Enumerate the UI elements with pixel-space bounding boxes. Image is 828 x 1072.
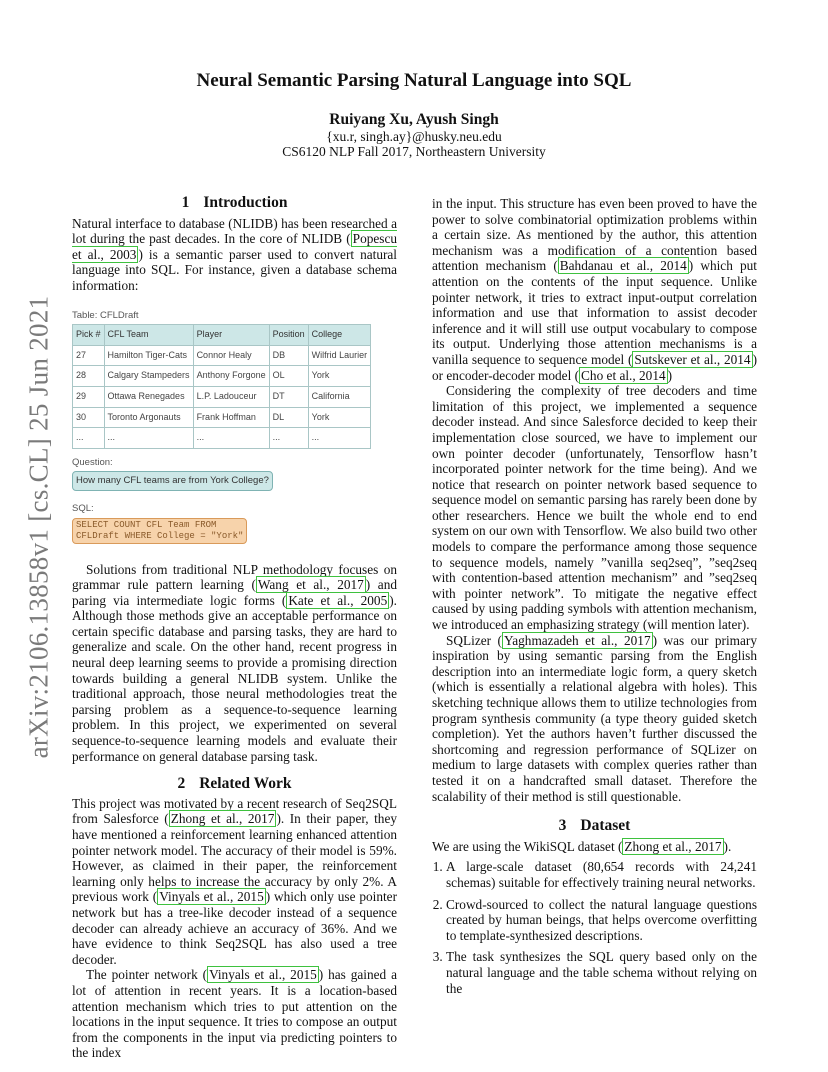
section-number: 2 xyxy=(177,775,186,793)
citation-link[interactable]: Cho et al., 2014 xyxy=(581,367,666,383)
table-row xyxy=(73,407,371,428)
sql-line: SELECT COUNT CFL Team FROM xyxy=(76,519,217,530)
paper-title: Neural Semantic Parsing Natural Language into SQL xyxy=(196,70,632,91)
list-item: 2. Crowd-sourced to collect the natural language questions created by human beings, that helps overcome overfitting to template-synthesized descriptions. xyxy=(446,897,757,944)
citation-link[interactable]: Zhong et al., 2017 xyxy=(170,811,275,827)
citation-link[interactable]: Yaghmazadeh et al., 2017 xyxy=(503,632,651,648)
text-run: ). xyxy=(723,838,732,854)
section-number: 3 xyxy=(558,817,567,835)
table-cell: L.P. Ladouceur xyxy=(193,386,269,407)
table-cell: Hamilton Tiger-Cats xyxy=(104,345,193,366)
text-run: ). Although those methods give an acceptable performance on certain specific database and parsing tasks, they are hard to generalize and scale. On the other hand, recent progress in neural deep learning seems to provide a promising direction towards building a general NLIDB system. Unlike the traditional approach, those neural methodologies treat the parsing problem as a sequence-to-sequence learning problem. In this project, we experimented on several sequence-to-sequence learning models and evaluate their performance on general database parsing task. xyxy=(72,592,397,764)
cfl-draft-table xyxy=(72,324,371,449)
right-paragraph-3 xyxy=(432,633,757,805)
table-cell: Connor Healy xyxy=(193,345,269,366)
sql-label: SQL: xyxy=(72,502,94,514)
section-number: 1 xyxy=(181,194,190,211)
table-cell: Ottawa Renegades xyxy=(104,386,193,407)
table-header-cell: CFL Team xyxy=(104,325,193,346)
paper-authors: Ruiyang Xu, Ayush Singh xyxy=(329,111,499,128)
right-paragraph-1 xyxy=(432,196,757,383)
table-cell: DL xyxy=(269,407,308,428)
table-row xyxy=(73,366,371,387)
citation-link[interactable]: Vinyals et al., 2015 xyxy=(209,967,317,983)
author-email: {xu.r, singh.ay}@husky.neu.edu xyxy=(326,129,502,144)
text-run: ) xyxy=(667,367,673,383)
section-heading-related-work xyxy=(72,776,397,792)
table-cell: DT xyxy=(269,386,308,407)
question-box: How many CFL teams are from York College? xyxy=(72,471,273,491)
arxiv-identifier-margin xyxy=(24,292,54,762)
table-cell: ... xyxy=(269,428,308,449)
section-title: Introduction xyxy=(203,194,288,211)
text-run: ) was our primary inspiration by using semantic parsing from the English description into an intermediate logic form, a query sketch (which is essentially a relational algebra with holes). This sketching technique allows them to utilize technologies from program synthesis community (a type theory guided sketch completion). Yet the authors haven’t further discussed the shortcoming and regression performance of SQLizer on medium to large datasets with complex queries rather than tested it on a handcrafted small dataset. Therefore the scalability of their method is still questionable. xyxy=(432,632,757,804)
citation-link[interactable]: Wang et al., 2017 xyxy=(257,577,364,593)
list-item: 3. The task synthesizes the SQL query based only on the natural language and the table schema without relying on the xyxy=(446,949,757,996)
citation-link[interactable]: Popescu et al., 2003 xyxy=(72,231,397,262)
text-run: This project was motivated by a recent research of Seq2SQL from Salesforce ( xyxy=(72,795,397,827)
right-column xyxy=(432,196,757,1002)
section-title: Dataset xyxy=(580,817,631,835)
text-run: ). In their paper, they have mentioned a reinforcement learning enhanced attention pointer network model. The accuracy of their model is 59%. However, as claimed in their paper, the reinforcement learning only helps to increase the accuracy by only 2%. A previous work ( xyxy=(72,811,397,905)
text-run: ) or encoder-decoder model ( xyxy=(432,351,757,383)
table-cell: 27 xyxy=(73,345,105,366)
list-item: 1. A large-scale dataset (80,654 records with 24,241 schemas) suitable for effectively training neural networks. xyxy=(446,859,757,890)
question-label: Question: xyxy=(72,456,113,468)
table-cell: California xyxy=(308,386,371,407)
citation-link[interactable]: Bahdanau et al., 2014 xyxy=(559,258,687,274)
author-affiliation: CS6120 NLP Fall 2017, Northeastern University xyxy=(282,144,546,159)
citation-link[interactable]: Zhong et al., 2017 xyxy=(624,838,722,854)
table-cell: 30 xyxy=(73,407,105,428)
schema-figure xyxy=(72,308,397,544)
dataset-paragraph xyxy=(432,839,757,855)
related-paragraph-2 xyxy=(72,967,397,1061)
related-paragraph-1 xyxy=(72,796,397,968)
intro-paragraph-2 xyxy=(72,562,397,765)
sql-box xyxy=(72,518,247,544)
arxiv-id-text: arXiv:2106.13858v1 [cs.CL] 25 Jun 2021 xyxy=(23,295,54,759)
citation-link[interactable]: Vinyals et al., 2015 xyxy=(159,889,264,905)
table-cell: 29 xyxy=(73,386,105,407)
table-cell: Calgary Stampeders xyxy=(104,366,193,387)
table-cell: 28 xyxy=(73,366,105,387)
table-cell: Toronto Argonauts xyxy=(104,407,193,428)
table-cell: Anthony Forgone xyxy=(193,366,269,387)
table-header-cell: Position xyxy=(269,325,308,346)
right-paragraph-2: Considering the complexity of tree decoders and time limitation of this project, we implemented a sequence decoder instead. And since Salesforce decided to keep their implementation close sourced, we have to implement our own pointer decoder (unfortunately, Tensorflow hasn’t incorporated pointer network for the time being). And we notice that research on pointer network based sequence to sequence model on semantic parsing has rarely been done by other researchers. Hence we built the whole end to end system on our own with Tensorflow. We also build two other models to compare the performance among those sequence to sequence models, namely ”vanilla seq2seq”, ”seq2seq with contention-based attention mechanism” and ”seq2seq with pointer network”. To mitigate the negative effect caused by using padding symbols with attention mechanism, we introduced an emphasizing strategy (will mention later). xyxy=(432,383,757,633)
dataset-feature-list xyxy=(432,859,757,996)
table-label: Table: CFLDraft xyxy=(72,309,139,321)
citation-link[interactable]: Sutskever et al., 2014 xyxy=(634,351,751,367)
text-run: ) has gained a lot of attention in recent years. It is a location-based attention mechanism which tries to put attention on the locations in the input sequence. It tries to compose an output from the components in the input via predicting pointers to the index xyxy=(72,967,397,1061)
table-cell: OL xyxy=(269,366,308,387)
table-row xyxy=(73,345,371,366)
table-cell: DB xyxy=(269,345,308,366)
table-cell: Frank Hoffman xyxy=(193,407,269,428)
table-header-row xyxy=(73,325,371,346)
text-run: Solutions from traditional NLP methodology focuses on grammar rule pattern learning ( xyxy=(72,561,397,593)
table-row xyxy=(73,428,371,449)
table-cell: York xyxy=(308,407,371,428)
section-title: Related Work xyxy=(199,775,292,793)
table-cell: Wilfrid Laurier xyxy=(308,345,371,366)
table-cell: ... xyxy=(73,428,105,449)
left-column xyxy=(72,195,397,1061)
section-heading-dataset xyxy=(432,818,757,834)
text-run: in the input. This structure has even been proved to have the power to solve combinatorial optimization problems within a certain size. As mentioned by the author, this attention mechanism was a modification of a contention based attention mechanism ( xyxy=(432,196,757,274)
citation-link[interactable]: Kate et al., 2005 xyxy=(288,592,388,608)
table-cell: ... xyxy=(193,428,269,449)
text-run: ) which only use pointer network but has a tree-like decoder instead of a sequence decoder can already achieve an accuracy of 36%. And we have evidence to think Seq2SQL has also used a tree decoder. xyxy=(72,889,397,967)
text-run: Natural interface to database (NLIDB) has been researched a lot during the past decades. In the core of NLIDB ( xyxy=(72,215,397,247)
intro-paragraph-1 xyxy=(72,216,397,294)
sql-line: CFLDraft WHERE College = "York" xyxy=(76,530,244,541)
table-header-cell: Pick # xyxy=(73,325,105,346)
text-run: ) is a semantic parser used to convert natural language into SQL. For instance, given a database schema information: xyxy=(72,246,397,293)
text-run: ) which put attention on the contents of the input sequence. Unlike pointer network, it tries to extract input-output correlation information and use that information to assist decoder inference and it will still use output vocabulary to compose its output. Underlying those attention mechanisms is a vanilla sequence to sequence model ( xyxy=(432,258,757,367)
table-header-cell: College xyxy=(308,325,371,346)
table-row xyxy=(73,386,371,407)
text-run: SQLizer ( xyxy=(446,632,502,648)
section-heading-introduction xyxy=(72,195,397,211)
table-cell: ... xyxy=(104,428,193,449)
text-run: The pointer network ( xyxy=(86,967,208,983)
table-cell: ... xyxy=(308,428,371,449)
text-run: ) and paring via intermediate logic forms ( xyxy=(72,577,398,608)
table-header-cell: Player xyxy=(193,325,269,346)
text-run: We are using the WikiSQL dataset ( xyxy=(432,838,623,854)
table-cell: York xyxy=(308,366,371,387)
